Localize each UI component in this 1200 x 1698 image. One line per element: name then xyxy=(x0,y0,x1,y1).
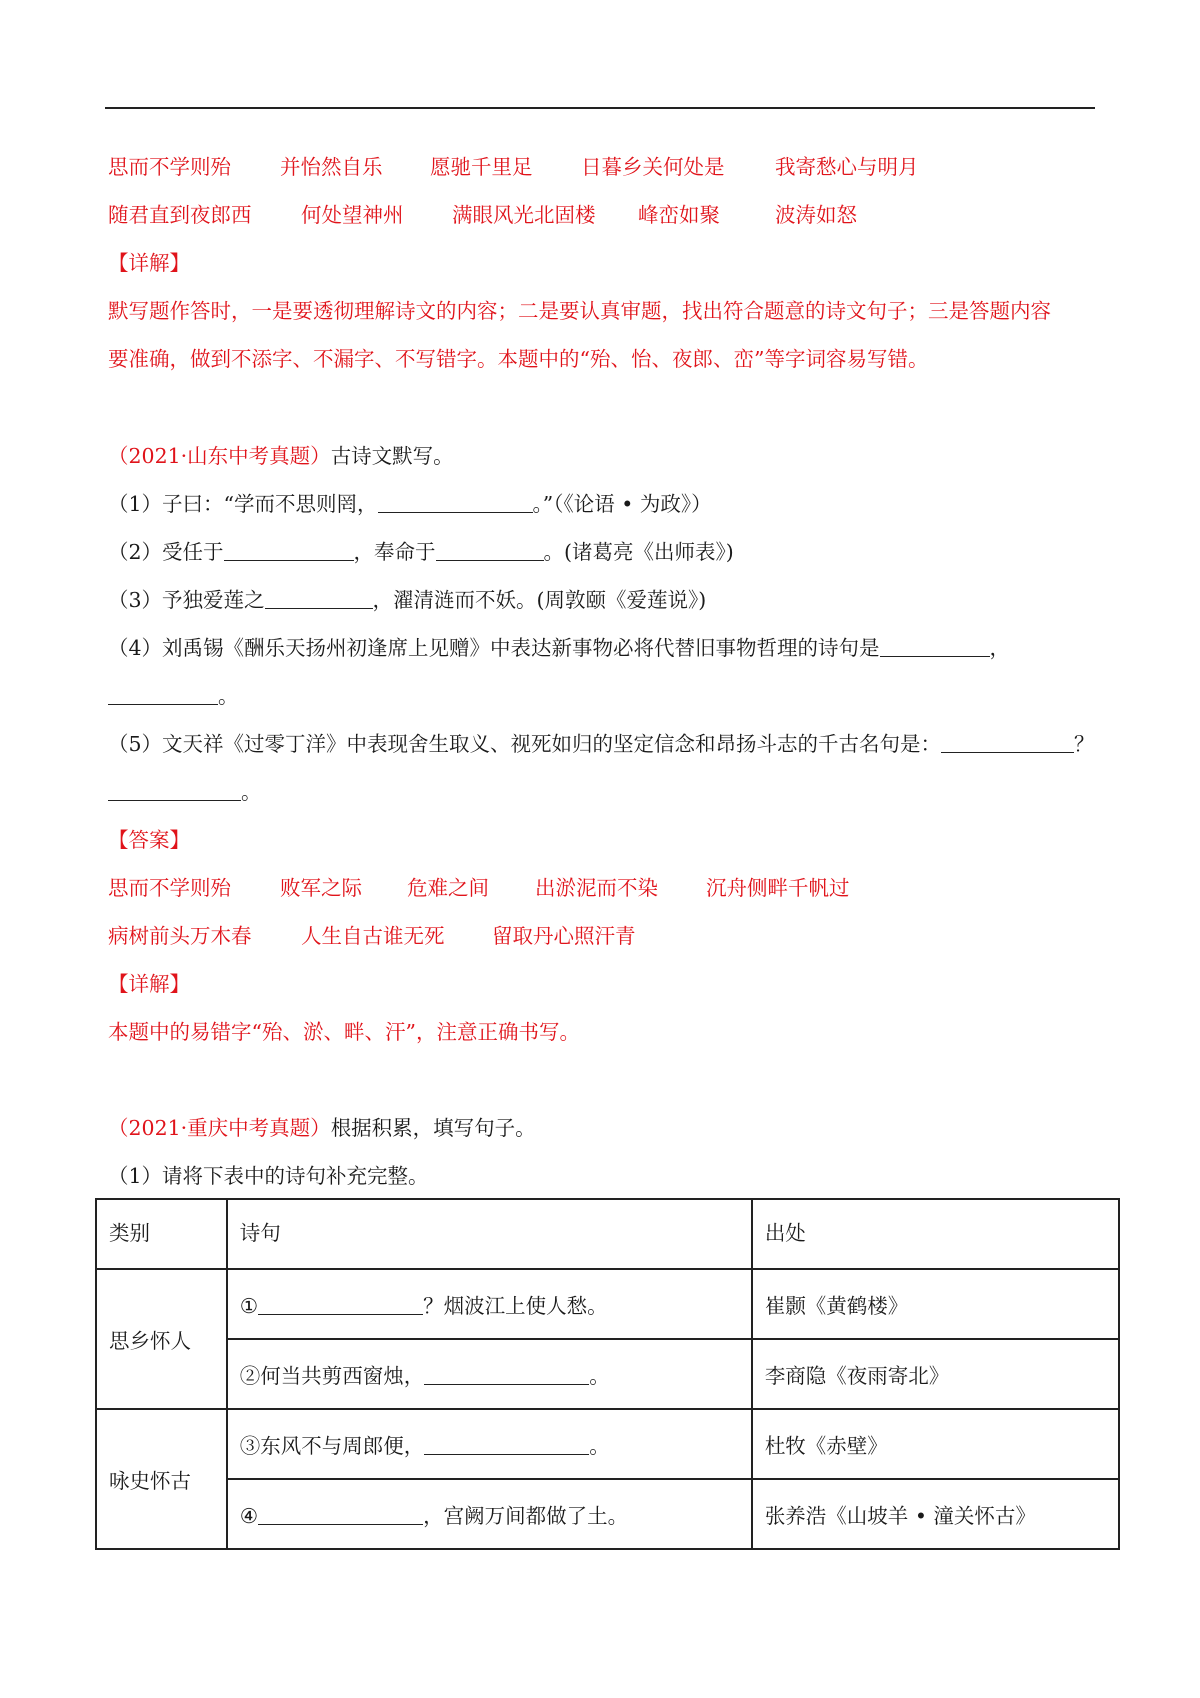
table-row xyxy=(96,1479,1119,1549)
question-source: （2021·重庆中考真题） xyxy=(108,1116,331,1140)
verse-text: ，宫阙万间都做了土。 xyxy=(423,1504,629,1528)
verse-cell xyxy=(227,1339,752,1409)
question-title: 根据积累，填写句子。 xyxy=(330,1116,536,1140)
question-heading xyxy=(108,1113,536,1143)
question-item-5-cont xyxy=(108,777,262,807)
answer-item: 人生自古谁无死 xyxy=(301,924,445,948)
answer-blank xyxy=(108,682,218,705)
answer-item: 出淤泥而不染 xyxy=(535,876,658,900)
question-title: 古诗文默写。 xyxy=(330,444,454,468)
item-text: 。 xyxy=(218,684,239,708)
answer-item: 波涛如怒 xyxy=(775,203,857,227)
answer-blank xyxy=(880,634,990,657)
answer-item: 峰峦如聚 xyxy=(638,203,720,227)
header-rule xyxy=(105,107,1095,109)
table-row xyxy=(96,1269,1119,1339)
question-item-4-cont xyxy=(108,681,239,711)
item-text: （4）刘禹锡《酬乐天扬州初逢席上见赠》中表达新事物必将代替旧事物哲理的诗句是 xyxy=(108,636,880,660)
verse-text: ④ xyxy=(239,1504,259,1528)
verse-text: ① xyxy=(239,1294,259,1318)
answer-item: 满眼风光北固楼 xyxy=(452,203,596,227)
verse-text: 。 xyxy=(589,1434,610,1458)
table-header: 出处 xyxy=(752,1199,1119,1269)
source-cell: 杜牧《赤壁》 xyxy=(752,1409,1119,1479)
item-text: 。”（《论语 • 为政》） xyxy=(532,492,712,516)
item-text: ，奉命于 xyxy=(353,540,436,564)
answer-blank xyxy=(941,730,1074,753)
question-heading xyxy=(108,441,454,471)
item-text: （3）予独爱莲之 xyxy=(108,588,265,612)
answer-blank xyxy=(258,1502,423,1525)
table-row xyxy=(96,1409,1119,1479)
question-item-5 xyxy=(108,729,1095,759)
verse-text: ③东风不与周郎便， xyxy=(239,1434,425,1458)
detail-text-line2: 要准确，做到不添字、不漏字、不写错字。本题中的“殆、怡、夜郎、峦”等字词容易写错。 xyxy=(108,347,929,371)
verse-text: ②何当共剪西窗烛， xyxy=(239,1364,425,1388)
answer-blank xyxy=(224,538,354,561)
answer-item: 日暮乡关何处是 xyxy=(581,155,725,179)
answer-item: 败军之际 xyxy=(280,876,362,900)
answer-item: 我寄愁心与明月 xyxy=(775,155,919,179)
category-cell: 咏史怀古 xyxy=(96,1409,227,1549)
answer-blank xyxy=(258,1292,423,1315)
source-cell: 李商隐《夜雨寄北》 xyxy=(752,1339,1119,1409)
answer-item: 危难之间 xyxy=(407,876,489,900)
answer-blank xyxy=(378,490,533,513)
detail-label: 【详解】 xyxy=(108,972,190,996)
answer-item: 愿驰千里足 xyxy=(430,155,533,179)
answer-blank xyxy=(424,1362,589,1385)
category-cell: 思乡怀人 xyxy=(96,1269,227,1409)
item-text: （2）受任于 xyxy=(108,540,224,564)
question-item-3 xyxy=(108,585,706,615)
question-item-2 xyxy=(108,537,734,567)
answer-blank xyxy=(436,538,544,561)
item-text: （5）文天祥《过零丁洋》中表现舍生取义、视死如归的坚定信念和昂扬斗志的千古名句是： xyxy=(108,732,942,756)
verse-cell xyxy=(227,1269,752,1339)
table-header: 诗句 xyxy=(227,1199,752,1269)
answer-item: 何处望神州 xyxy=(301,203,404,227)
item-text: ，濯清涟而不妖。(周敦颐《爱莲说》) xyxy=(372,588,707,612)
table-header: 类别 xyxy=(96,1199,227,1269)
item-text: （1）子曰：“学而不思则罔， xyxy=(108,492,378,516)
answer-blank xyxy=(108,778,241,801)
poem-table xyxy=(95,1198,1120,1550)
answer-item: 并怡然自乐 xyxy=(280,155,383,179)
question-item-4 xyxy=(108,633,1010,663)
detail-text: 本题中的易错字“殆、淤、畔、汗”，注意正确书写。 xyxy=(108,1020,580,1044)
answer-item: 病树前头万木春 xyxy=(108,924,252,948)
answer-item: 随君直到夜郎西 xyxy=(108,203,252,227)
verse-text: ？烟波江上使人愁。 xyxy=(423,1294,608,1318)
item-text: ， xyxy=(989,636,1011,660)
answer-blank xyxy=(265,586,373,609)
item-text: 。(诸葛亮《出师表》) xyxy=(543,540,734,564)
answer-item: 思而不学则殆 xyxy=(108,155,231,179)
answer-blank xyxy=(424,1432,589,1455)
verse-text: 。 xyxy=(589,1364,610,1388)
verse-cell xyxy=(227,1479,752,1549)
table-row xyxy=(96,1339,1119,1409)
detail-label: 【详解】 xyxy=(108,251,190,275)
item-text: 。 xyxy=(241,780,262,804)
source-cell: 崔颢《黄鹤楼》 xyxy=(752,1269,1119,1339)
verse-cell xyxy=(227,1409,752,1479)
answer-label: 【答案】 xyxy=(108,828,190,852)
table-header-row xyxy=(96,1199,1119,1269)
answer-item: 思而不学则殆 xyxy=(108,876,231,900)
source-cell: 张养浩《山坡羊 • 潼关怀古》 xyxy=(752,1479,1119,1549)
answer-item: 沉舟侧畔千帆过 xyxy=(706,876,850,900)
item-text: ？ xyxy=(1074,732,1095,756)
answer-item: 留取丹心照汗青 xyxy=(492,924,636,948)
question-source: （2021·山东中考真题） xyxy=(108,444,331,468)
detail-text-line1: 默写题作答时，一是要透彻理解诗文的内容；二是要认真审题，找出符合题意的诗文句子；三是答题内容 xyxy=(108,299,1051,323)
question-item-1 xyxy=(108,489,712,519)
question-sub-1: （1）请将下表中的诗句补充完整。 xyxy=(108,1164,429,1188)
